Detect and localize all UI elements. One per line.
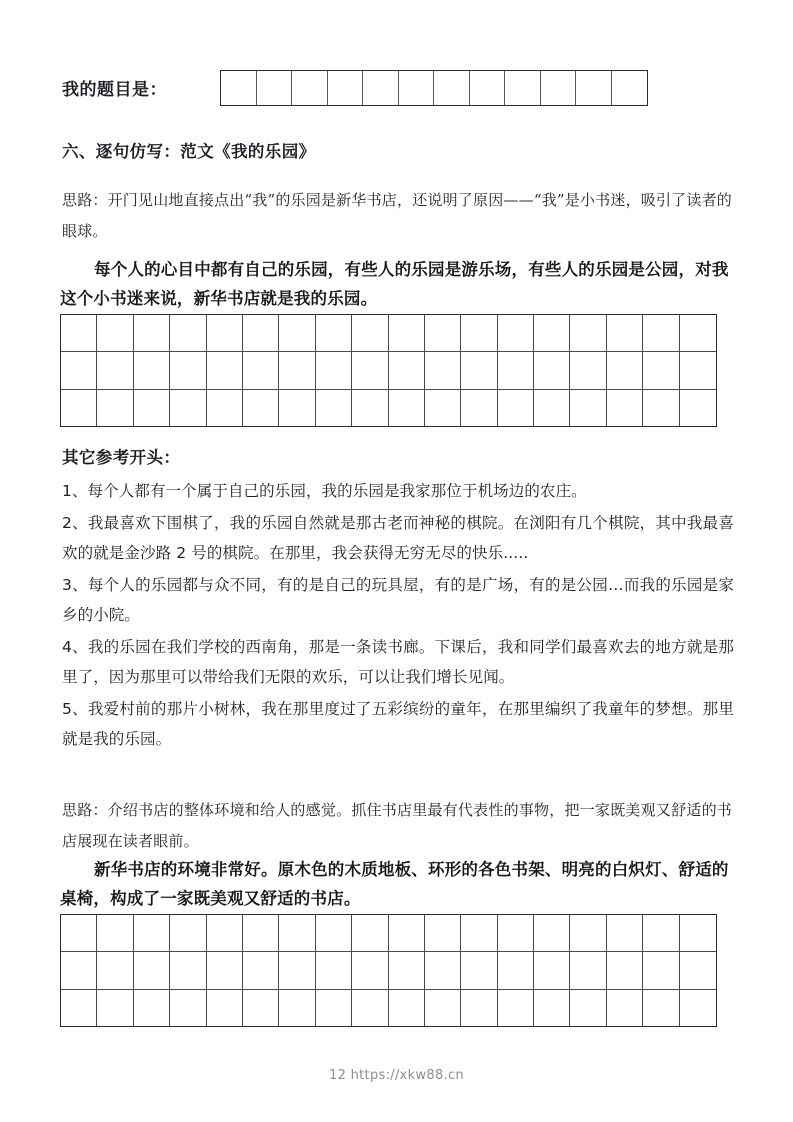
- writing-grid-cell[interactable]: [279, 952, 315, 988]
- title-row: [62, 70, 732, 112]
- writing-grid-cell[interactable]: [352, 390, 388, 426]
- reference-opening-item: 3、每个人的乐园都与众不同，有的是自己的玩具屋，有的是广场，有的是公园…而我的乐园是家乡的小院。: [62, 576, 734, 624]
- writing-grid-2[interactable]: [60, 914, 717, 1027]
- writing-grid-cell[interactable]: [570, 390, 606, 426]
- reference-opening-item: 2、我最喜欢下围棋了，我的乐园自然就是那古老而神秘的棋院。在浏阳有几个棋院，其中我最喜欢的就是金沙路 2 号的棋院。在那里，我会获得无穷无尽的快乐.....: [62, 514, 734, 562]
- title-grid-cell[interactable]: [257, 71, 293, 105]
- writing-grid-cell[interactable]: [316, 952, 352, 988]
- section-heading-main: 六、逐句仿写：范文《我的乐园》: [62, 142, 316, 161]
- writing-grid-cell[interactable]: [570, 352, 606, 388]
- writing-grid-cell[interactable]: [389, 990, 425, 1026]
- writing-grid-cell[interactable]: [534, 352, 570, 388]
- writing-grid-cell[interactable]: [352, 352, 388, 388]
- writing-grid-cell[interactable]: [316, 315, 352, 351]
- writing-grid-cell[interactable]: [134, 952, 170, 988]
- model-paragraph-2: 新华书店的环境非常好。原木色的木质地板、环形的各色书架、明亮的白炽灯、舒适的桌椅，构成了一家既美观又舒适的书店。: [60, 860, 729, 908]
- writing-grid-cell[interactable]: [352, 990, 388, 1026]
- writing-grid-cell[interactable]: [243, 915, 279, 951]
- writing-grid-cell[interactable]: [570, 990, 606, 1026]
- writing-grid-cell[interactable]: [352, 952, 388, 988]
- writing-grid-cell[interactable]: [61, 952, 97, 988]
- 思路-paragraph-2: 思路：介绍书店的整体环境和给人的感觉。抓住书店里最有代表性的事物，把一家既美观又舒适的书店展现在读者眼前。: [62, 801, 732, 850]
- writing-grid-cell[interactable]: [461, 315, 497, 351]
- title-grid-cell[interactable]: [328, 71, 364, 105]
- writing-grid-cell[interactable]: [61, 990, 97, 1026]
- writing-grid-cell[interactable]: [170, 352, 206, 388]
- writing-grid-cell[interactable]: [316, 915, 352, 951]
- writing-grid-cell[interactable]: [425, 990, 461, 1026]
- writing-grid-cell[interactable]: [207, 915, 243, 951]
- writing-grid-cell[interactable]: [316, 352, 352, 388]
- title-grid-cell[interactable]: [470, 71, 506, 105]
- writing-grid-cell[interactable]: [207, 315, 243, 351]
- writing-grid-cell[interactable]: [243, 390, 279, 426]
- writing-grid-cell[interactable]: [425, 915, 461, 951]
- writing-grid-cell[interactable]: [643, 952, 679, 988]
- reference-opening-item: 4、我的乐园在我们学校的西南角，那是一条读书廊。下课后，我和同学们最喜欢去的地方就是那里了，因为那里可以带给我们无限的欢乐，可以让我们增长见闻。: [62, 638, 734, 686]
- writing-grid-cell[interactable]: [97, 952, 133, 988]
- writing-grid-cell[interactable]: [607, 990, 643, 1026]
- writing-grid-cell[interactable]: [461, 915, 497, 951]
- writing-grid-cell[interactable]: [97, 990, 133, 1026]
- writing-grid-cell[interactable]: [607, 390, 643, 426]
- writing-grid-cell[interactable]: [461, 952, 497, 988]
- writing-grid-cell[interactable]: [134, 990, 170, 1026]
- writing-grid-cell[interactable]: [279, 390, 315, 426]
- writing-grid-cell[interactable]: [207, 352, 243, 388]
- title-grid-cell[interactable]: [612, 71, 648, 105]
- writing-grid-cell[interactable]: [498, 990, 534, 1026]
- writing-grid-cell[interactable]: [680, 390, 716, 426]
- writing-grid-cell[interactable]: [498, 915, 534, 951]
- writing-grid-cell[interactable]: [389, 315, 425, 351]
- writing-grid-row: [61, 352, 716, 389]
- writing-grid-cell[interactable]: [243, 315, 279, 351]
- writing-grid-cell[interactable]: [643, 990, 679, 1026]
- title-label: 我的题目是：: [62, 80, 167, 100]
- title-grid-cell[interactable]: [434, 71, 470, 105]
- writing-grid-cell[interactable]: [352, 915, 388, 951]
- title-grid-cell[interactable]: [505, 71, 541, 105]
- writing-grid-cell[interactable]: [170, 990, 206, 1026]
- writing-grid-cell[interactable]: [643, 915, 679, 951]
- writing-grid-cell[interactable]: [61, 315, 97, 351]
- writing-grid-cell[interactable]: [643, 352, 679, 388]
- writing-grid-row: [61, 915, 716, 952]
- title-answer-grid[interactable]: [220, 70, 648, 106]
- writing-grid-cell[interactable]: [607, 352, 643, 388]
- writing-grid-cell[interactable]: [170, 315, 206, 351]
- writing-grid-cell[interactable]: [389, 915, 425, 951]
- writing-grid-cell[interactable]: [134, 390, 170, 426]
- writing-grid-cell[interactable]: [680, 352, 716, 388]
- writing-grid-cell[interactable]: [279, 352, 315, 388]
- writing-grid-cell[interactable]: [680, 915, 716, 951]
- writing-grid-cell[interactable]: [570, 952, 606, 988]
- writing-grid-row: [61, 990, 716, 1026]
- writing-grid-cell[interactable]: [389, 352, 425, 388]
- writing-grid-cell[interactable]: [207, 952, 243, 988]
- writing-grid-1[interactable]: [60, 314, 717, 427]
- writing-grid-cell[interactable]: [134, 315, 170, 351]
- model-paragraph-1: 每个人的心目中都有自己的乐园，有些人的乐园是游乐场，有些人的乐园是公园，对我这个小书迷来说，新华书店就是我的乐园。: [60, 260, 729, 308]
- writing-grid-cell[interactable]: [461, 990, 497, 1026]
- writing-grid-cell[interactable]: [607, 952, 643, 988]
- writing-grid-cell[interactable]: [498, 952, 534, 988]
- reference-openings-list: [62, 476, 734, 756]
- writing-grid-cell[interactable]: [534, 390, 570, 426]
- title-grid-cell[interactable]: [292, 71, 328, 105]
- writing-grid-cell[interactable]: [680, 990, 716, 1026]
- writing-grid-cell[interactable]: [461, 390, 497, 426]
- writing-grid-cell[interactable]: [316, 390, 352, 426]
- writing-grid-row: [61, 390, 716, 426]
- writing-grid-cell[interactable]: [534, 315, 570, 351]
- title-grid-cell[interactable]: [363, 71, 399, 105]
- writing-grid-cell[interactable]: [534, 952, 570, 988]
- title-grid-cell[interactable]: [541, 71, 577, 105]
- writing-grid-cell[interactable]: [61, 390, 97, 426]
- writing-grid-cell[interactable]: [425, 352, 461, 388]
- writing-grid-cell[interactable]: [61, 352, 97, 388]
- writing-grid-cell[interactable]: [279, 915, 315, 951]
- title-grid-cell[interactable]: [221, 71, 257, 105]
- writing-grid-cell[interactable]: [643, 315, 679, 351]
- writing-grid-cell[interactable]: [316, 990, 352, 1026]
- 思路-paragraph-1: 思路：开门见山地直接点出“我”的乐园是新华书店，还说明了原因——“我”是小书迷，吸引了读者的眼球。: [62, 191, 732, 240]
- writing-grid-cell[interactable]: [352, 315, 388, 351]
- reference-opening-item: 5、我爱村前的那片小树林，我在那里度过了五彩缤纷的童年，在那里编织了我童年的梦想。那里就是我的乐园。: [62, 700, 734, 748]
- writing-grid-cell[interactable]: [207, 990, 243, 1026]
- writing-grid-cell[interactable]: [425, 390, 461, 426]
- writing-grid-cell[interactable]: [498, 390, 534, 426]
- writing-grid-cell[interactable]: [534, 915, 570, 951]
- writing-grid-cell[interactable]: [61, 915, 97, 951]
- title-grid-cell[interactable]: [399, 71, 435, 105]
- writing-grid-cell[interactable]: [534, 990, 570, 1026]
- writing-grid-cell[interactable]: [498, 352, 534, 388]
- section-heading-other-openings: 其它参考开头：: [62, 448, 181, 467]
- writing-grid-cell[interactable]: [279, 990, 315, 1026]
- writing-grid-cell[interactable]: [243, 352, 279, 388]
- writing-grid-cell[interactable]: [97, 390, 133, 426]
- writing-grid-row: [61, 315, 716, 352]
- writing-grid-cell[interactable]: [680, 315, 716, 351]
- writing-grid-cell[interactable]: [170, 390, 206, 426]
- writing-grid-cell[interactable]: [243, 952, 279, 988]
- writing-grid-cell[interactable]: [97, 915, 133, 951]
- writing-grid-cell[interactable]: [607, 315, 643, 351]
- writing-grid-cell[interactable]: [389, 952, 425, 988]
- writing-grid-cell[interactable]: [170, 952, 206, 988]
- reference-opening-item: 1、每个人都有一个属于自己的乐园，我的乐园是我家那位于机场边的农庄。: [62, 482, 587, 500]
- writing-grid-cell[interactable]: [570, 315, 606, 351]
- writing-grid-row: [61, 952, 716, 989]
- writing-grid-cell[interactable]: [389, 390, 425, 426]
- writing-grid-cell[interactable]: [425, 952, 461, 988]
- writing-grid-cell[interactable]: [425, 315, 461, 351]
- writing-grid-cell[interactable]: [279, 315, 315, 351]
- writing-grid-cell[interactable]: [97, 352, 133, 388]
- writing-grid-cell[interactable]: [170, 915, 206, 951]
- writing-grid-cell[interactable]: [134, 352, 170, 388]
- writing-grid-cell[interactable]: [680, 952, 716, 988]
- writing-grid-cell[interactable]: [607, 915, 643, 951]
- writing-grid-cell[interactable]: [461, 352, 497, 388]
- writing-grid-cell[interactable]: [643, 390, 679, 426]
- writing-grid-cell[interactable]: [243, 990, 279, 1026]
- writing-grid-cell[interactable]: [570, 915, 606, 951]
- title-grid-cell[interactable]: [576, 71, 612, 105]
- writing-grid-cell[interactable]: [97, 315, 133, 351]
- footer-watermark: 12 https://xkw88.cn: [329, 1068, 464, 1083]
- writing-grid-cell[interactable]: [498, 315, 534, 351]
- writing-grid-cell[interactable]: [207, 390, 243, 426]
- writing-grid-cell[interactable]: [134, 915, 170, 951]
